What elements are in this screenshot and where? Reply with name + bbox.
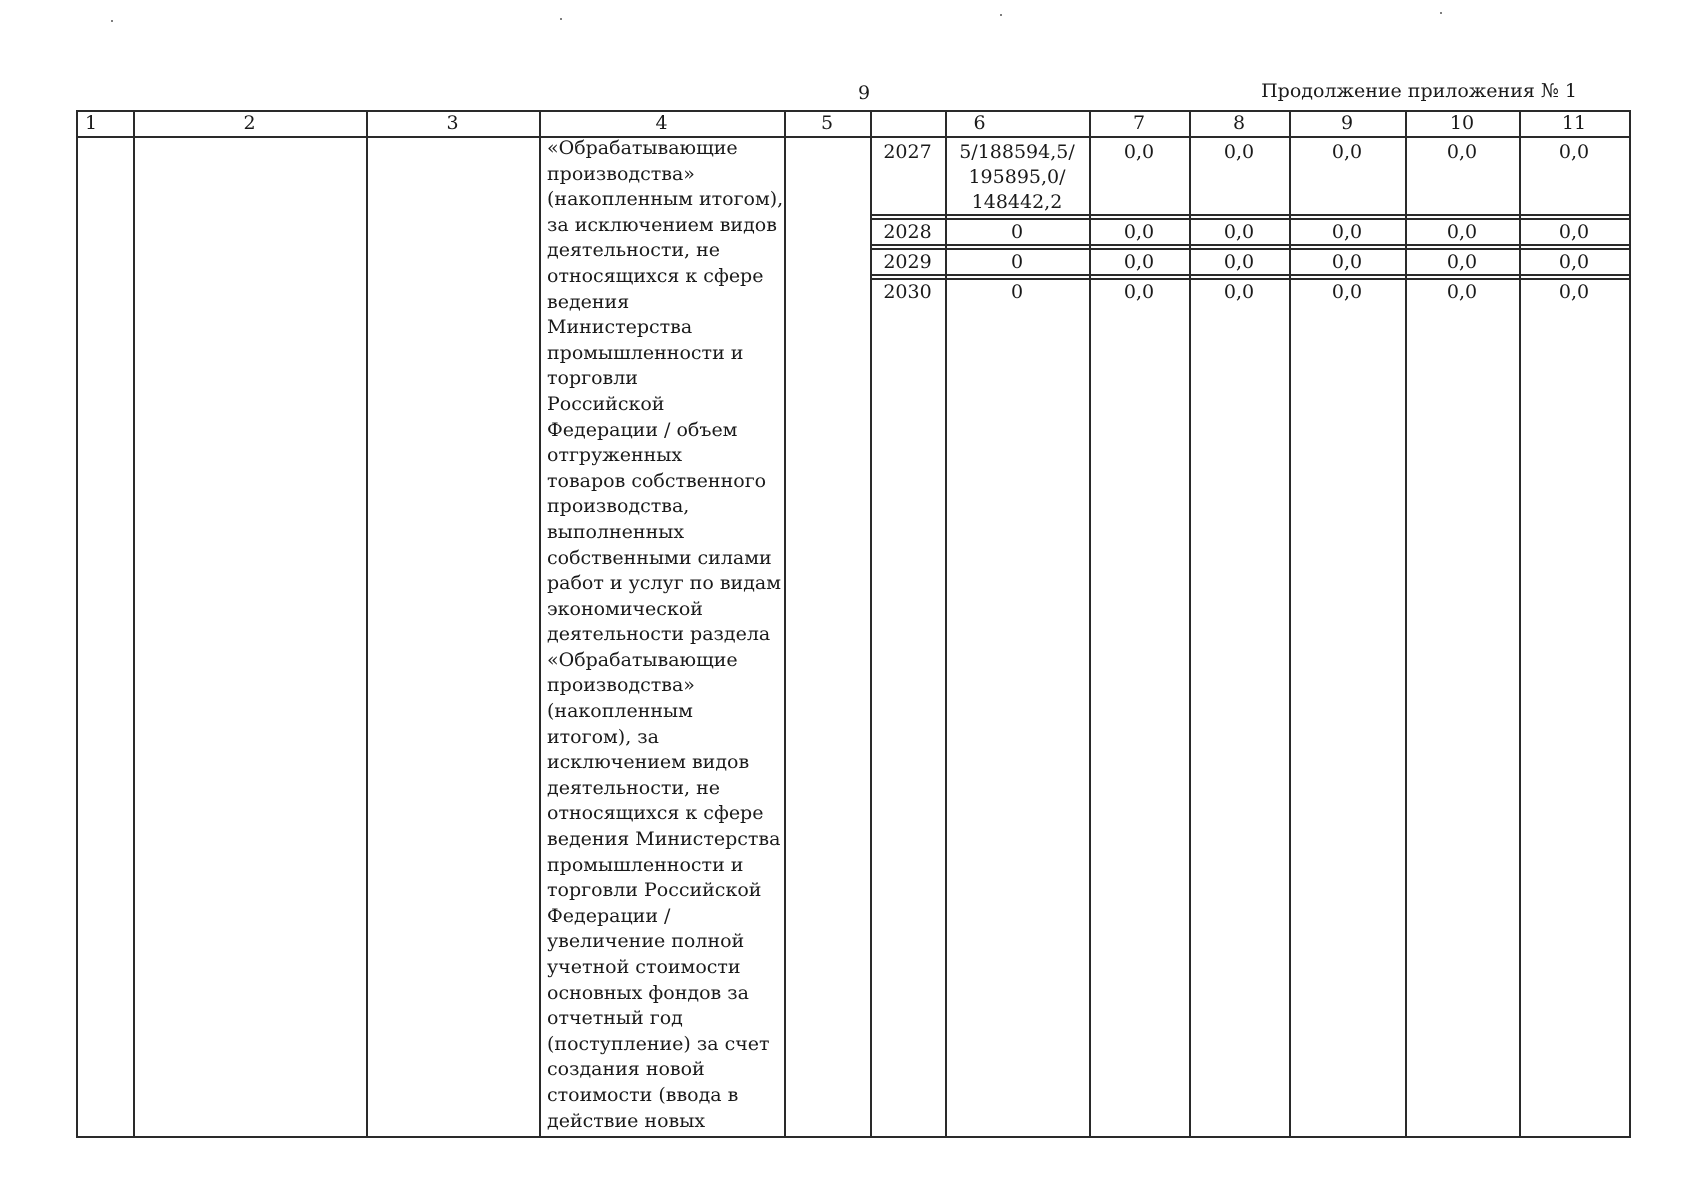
value-cell: 0 xyxy=(1010,251,1024,273)
col10-cell: 0,0 xyxy=(1446,221,1478,243)
year-cell: 2027 xyxy=(883,141,932,163)
col10-cell: 0,0 xyxy=(1446,141,1478,163)
scan-artifact xyxy=(560,18,562,20)
column-header-3: 3 xyxy=(446,112,459,134)
table-bottom-border xyxy=(76,1136,1631,1138)
col8-cell: 0,0 xyxy=(1223,251,1255,273)
table-row-2030 xyxy=(76,280,1631,306)
col7-cell: 0,0 xyxy=(1123,251,1155,273)
col11-cell: 0,0 xyxy=(1558,221,1590,243)
value-cell: 0 xyxy=(1010,281,1024,303)
scan-artifact xyxy=(1440,12,1442,14)
column-header-2: 2 xyxy=(243,112,256,134)
value-cell: 5/188594,5/ 195895,0/ 148442,2 xyxy=(959,141,1075,213)
column-header-11: 11 xyxy=(1561,112,1587,134)
col7-cell: 0,0 xyxy=(1123,221,1155,243)
appendix-table xyxy=(76,110,1631,1138)
year-cell: 2030 xyxy=(883,281,932,303)
table-row-2028 xyxy=(76,220,1631,246)
col8-cell: 0,0 xyxy=(1223,141,1255,163)
column-header-5: 5 xyxy=(820,112,834,134)
table-row-2029 xyxy=(76,250,1631,276)
year-cell: 2029 xyxy=(883,251,932,273)
col9-cell: 0,0 xyxy=(1331,281,1363,303)
column-header-7: 7 xyxy=(1132,112,1146,134)
column-header-6: 6 xyxy=(973,112,986,134)
col7-cell: 0,0 xyxy=(1123,141,1155,163)
col10-cell: 0,0 xyxy=(1446,251,1478,273)
indicator-description: «Обрабатывающие производства» (накопленным итогом), за исключением видов деятельности, не относящихся к сфере ведения Министерства промышленности и торговли Российской Федерации / объем отгруженных товаров собственного производства, выполненных собственными силами работ и услуг по видам экономической деятельности раздела «Обрабатывающие производства» (накопленным итогом), за исключением видов деятельности, не относящихся к сфере ведения Министерства промышленности и торговли Российской Федерации / увеличение полной учетной стоимости основных фондов за отчетный год (поступление) за счет создания новой стоимости (ввода в действие новых xyxy=(547,137,784,1132)
col11-cell: 0,0 xyxy=(1558,281,1590,303)
col9-cell: 0,0 xyxy=(1331,221,1363,243)
col11-cell: 0,0 xyxy=(1558,251,1590,273)
page-number: 9 xyxy=(858,82,871,104)
column-header-4: 4 xyxy=(655,112,668,134)
continuation-title: Продолжение приложения № 1 xyxy=(1261,80,1577,102)
header-bottom-border xyxy=(76,136,1631,138)
column-header-10: 10 xyxy=(1449,112,1475,134)
column-header-9: 9 xyxy=(1340,112,1354,134)
col9-cell: 0,0 xyxy=(1331,141,1363,163)
column-header-1: 1 xyxy=(84,112,98,134)
column-header-8: 8 xyxy=(1232,112,1246,134)
scan-artifact xyxy=(1000,14,1002,16)
col9-cell: 0,0 xyxy=(1331,251,1363,273)
scan-artifact xyxy=(111,20,113,22)
year-cell: 2028 xyxy=(883,221,932,243)
table-row-2027 xyxy=(76,140,1631,215)
col7-cell: 0,0 xyxy=(1123,281,1155,303)
col8-cell: 0,0 xyxy=(1223,281,1255,303)
col10-cell: 0,0 xyxy=(1446,281,1478,303)
col8-cell: 0,0 xyxy=(1223,221,1255,243)
value-cell: 0 xyxy=(1010,221,1024,243)
col11-cell: 0,0 xyxy=(1558,141,1590,163)
